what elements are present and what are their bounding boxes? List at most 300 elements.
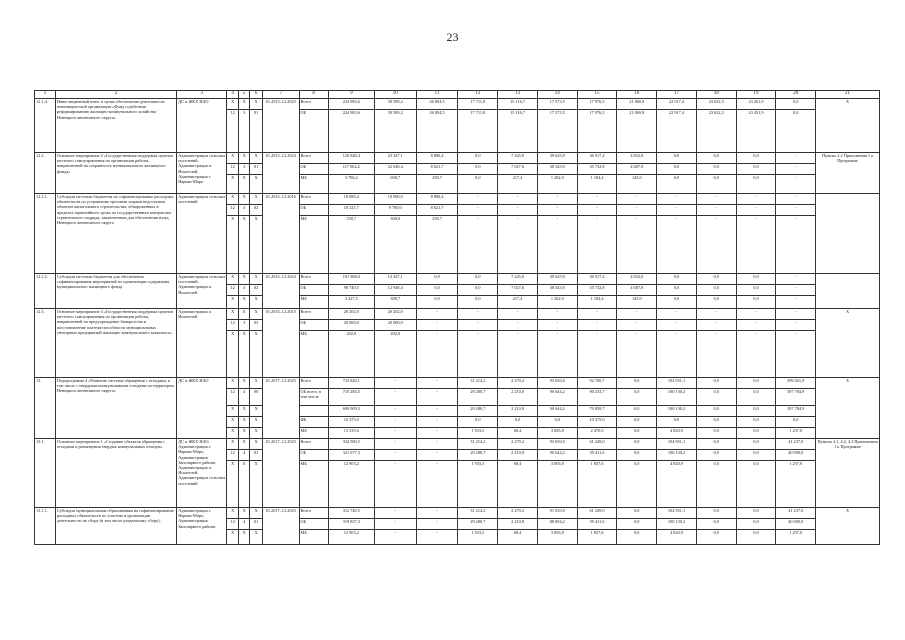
row-title: Субсидии местным бюджетам для обеспечения софинансирования мероприятий по организации содержания муниципального жилищного фонда bbox=[55, 274, 176, 309]
amount-cell: 0,0 bbox=[617, 519, 657, 530]
amount-cell: - bbox=[416, 450, 458, 461]
code-cell: X bbox=[238, 274, 250, 285]
amount-cell: 104 951,1 bbox=[657, 439, 697, 450]
code-cell: X bbox=[250, 216, 263, 274]
amount-cell: 21 069,8 bbox=[617, 110, 657, 153]
amount-cell: 2 470,0 bbox=[577, 428, 617, 439]
amount-cell: 312 740,5 bbox=[328, 508, 374, 519]
amount-cell: 68,4 bbox=[498, 461, 538, 508]
amount-cell: 0,0 bbox=[696, 439, 736, 450]
amount-cell: 145,0 bbox=[617, 296, 657, 309]
table-row bbox=[35, 99, 880, 110]
amount-cell: 40 000,0 bbox=[776, 450, 816, 461]
code-cell: X bbox=[238, 175, 250, 194]
table-row bbox=[35, 274, 880, 285]
amount-cell: 399 021,9 bbox=[776, 378, 816, 389]
code-cell: 3 bbox=[238, 205, 250, 216]
amount-cell: - bbox=[617, 309, 657, 320]
amount-cell: 0,0 bbox=[657, 175, 697, 194]
funding-source: МБ bbox=[299, 461, 328, 508]
amount-cell: 8 621,7 bbox=[416, 205, 458, 216]
code-cell: X bbox=[250, 309, 263, 320]
amount-cell: 90 644,2 bbox=[537, 389, 577, 406]
amount-cell: 0,0 bbox=[736, 508, 776, 519]
table-row bbox=[35, 378, 880, 389]
amount-cell: 0,0 bbox=[696, 153, 736, 164]
amount-cell: - bbox=[537, 331, 577, 378]
amount-cell: 0,0 bbox=[736, 285, 776, 296]
code-cell: X bbox=[227, 175, 239, 194]
amount-cell: 1 237,0 bbox=[776, 530, 816, 545]
amount-cell: - bbox=[498, 331, 538, 378]
amount-cell: 38 343,9 bbox=[537, 285, 577, 296]
amount-cell: 18 880,4 bbox=[328, 194, 374, 205]
code-cell: 12 bbox=[227, 205, 239, 216]
code-cell: X bbox=[227, 309, 239, 320]
amount-cell: 0,0 bbox=[696, 417, 736, 428]
amount-cell: 0,0 bbox=[416, 296, 458, 309]
amount-cell: 319 837,3 bbox=[328, 519, 374, 530]
amount-cell: - bbox=[416, 519, 458, 530]
code-cell: 12 bbox=[227, 450, 239, 461]
amount-cell: 1 837,6 bbox=[577, 530, 617, 545]
code-cell: X bbox=[227, 296, 239, 309]
amount-cell: - bbox=[696, 194, 736, 205]
amount-cell: 104 951,1 bbox=[657, 508, 697, 519]
amount-cell: - bbox=[374, 439, 416, 450]
funding-source: МБ bbox=[299, 175, 328, 194]
funding-source: Всего bbox=[299, 153, 328, 164]
amount-cell: 1 933,5 bbox=[458, 461, 498, 508]
column-header: 13 bbox=[498, 91, 538, 99]
amount-cell: - bbox=[696, 331, 736, 378]
amount-cell: 39 625,9 bbox=[537, 153, 577, 164]
amount-cell: 0,0 bbox=[617, 450, 657, 461]
amount-cell: - bbox=[736, 205, 776, 216]
code-cell: X bbox=[250, 153, 263, 164]
funding-source: Всего bbox=[299, 194, 328, 205]
amount-cell: - bbox=[374, 508, 416, 519]
column-header: 8 bbox=[299, 91, 328, 99]
funding-source: МБ bbox=[299, 216, 328, 274]
amount-cell: 2 210,8 bbox=[498, 389, 538, 406]
column-header: 9 bbox=[328, 91, 374, 99]
code-cell: X bbox=[227, 331, 239, 378]
amount-cell: 22 917,4 bbox=[657, 99, 697, 110]
code-cell: X bbox=[238, 331, 250, 378]
amount-cell: 0,0 bbox=[696, 285, 736, 296]
amount-cell: - bbox=[736, 194, 776, 205]
amount-cell: 0,0 bbox=[736, 530, 776, 545]
amount-cell: 698,7 bbox=[374, 175, 416, 194]
amount-cell: 397 784,9 bbox=[776, 406, 816, 417]
amount-cell: 20 000,0 bbox=[328, 320, 374, 331]
amount-cell: 0,0 bbox=[736, 450, 776, 461]
amount-cell: - bbox=[736, 309, 776, 320]
amount-cell: 217,4 bbox=[498, 296, 538, 309]
row-number: 13.1.1. bbox=[35, 508, 56, 545]
amount-cell: 8 880,4 bbox=[416, 153, 458, 164]
amount-cell: 1 237,0 bbox=[776, 461, 816, 508]
code-cell: X bbox=[238, 296, 250, 309]
row-executor: Администрации сельских поселений, Администрация п. Искателей bbox=[177, 274, 227, 309]
amount-cell: 0,0 bbox=[696, 519, 736, 530]
amount-cell: 0,0 bbox=[736, 296, 776, 309]
amount-cell: - bbox=[458, 320, 498, 331]
amount-cell: 0,0 bbox=[776, 110, 816, 153]
amount-cell: - bbox=[617, 216, 657, 274]
amount-cell: 0,0 bbox=[617, 406, 657, 417]
code-cell: X bbox=[227, 274, 239, 285]
table-row bbox=[35, 439, 880, 450]
amount-cell: - bbox=[374, 519, 416, 530]
amount-cell: 20 202,0 bbox=[328, 309, 374, 320]
row-title: Основное мероприятие 1 «Создание объектов обращения с отходами и размещения твердых коммунальных отходов» bbox=[55, 439, 176, 508]
amount-cell: - bbox=[374, 530, 416, 545]
amount-cell: 0,0 bbox=[776, 99, 816, 110]
amount-cell: - bbox=[696, 320, 736, 331]
amount-cell: 0,0 bbox=[458, 285, 498, 296]
code-cell: X bbox=[227, 508, 239, 519]
amount-cell: - bbox=[776, 274, 816, 285]
code-cell: X bbox=[238, 461, 250, 508]
amount-cell: 36 917,2 bbox=[577, 274, 617, 285]
code-cell: X bbox=[227, 417, 239, 428]
amount-cell: 0,0 bbox=[736, 406, 776, 417]
code-cell: 4 bbox=[238, 389, 250, 406]
amount-cell: 0,0 bbox=[696, 175, 736, 194]
amount-cell: - bbox=[736, 216, 776, 274]
funding-source: Всего bbox=[299, 274, 328, 285]
funding-source: МБ bbox=[299, 530, 328, 545]
column-header: 2 bbox=[55, 91, 176, 99]
code-cell: X bbox=[250, 175, 263, 194]
amount-cell: 7 245,0 bbox=[498, 274, 538, 285]
amount-cell: - bbox=[577, 216, 617, 274]
amount-cell: - bbox=[776, 296, 816, 309]
amount-cell: 29 280,7 bbox=[458, 519, 498, 530]
code-cell: 12 bbox=[227, 519, 239, 530]
amount-cell: 0,0 bbox=[657, 274, 697, 285]
funding-source bbox=[299, 406, 328, 417]
amount-cell: 0,0 bbox=[458, 164, 498, 175]
amount-cell: 0,0 bbox=[458, 274, 498, 285]
amount-cell: 0,0 bbox=[736, 274, 776, 285]
row-executor: ДС и ЖКХ НАО bbox=[177, 378, 227, 439]
amount-cell: 61 249,0 bbox=[577, 439, 617, 450]
amount-cell: 18 321,7 bbox=[328, 205, 374, 216]
amount-cell: 88 804,2 bbox=[537, 519, 577, 530]
code-cell: X bbox=[238, 194, 250, 205]
funding-source: Всего bbox=[299, 378, 328, 389]
amount-cell: 29 280,7 bbox=[458, 389, 498, 406]
code-cell: X bbox=[250, 428, 263, 439]
amount-cell: 0,0 bbox=[416, 274, 458, 285]
amount-cell: 4 832,8 bbox=[617, 153, 657, 164]
amount-cell: - bbox=[537, 320, 577, 331]
program-funding-table bbox=[34, 90, 880, 545]
table-row bbox=[35, 194, 880, 205]
column-header: 20 bbox=[776, 91, 816, 99]
column-header: 18 bbox=[696, 91, 736, 99]
amount-cell: 0,0 bbox=[696, 378, 736, 389]
amount-cell: 8 621,7 bbox=[416, 164, 458, 175]
code-cell: X bbox=[250, 194, 263, 205]
column-header: 14 bbox=[537, 91, 577, 99]
amount-cell: 258,7 bbox=[416, 175, 458, 194]
amount-cell: 0,0 bbox=[696, 508, 736, 519]
amount-cell: 21 069,8 bbox=[617, 99, 657, 110]
amount-cell: 36 917,2 bbox=[577, 153, 617, 164]
amount-cell: - bbox=[696, 205, 736, 216]
amount-cell: 0,0 bbox=[736, 461, 776, 508]
amount-cell: - bbox=[577, 320, 617, 331]
code-cell: X bbox=[250, 406, 263, 417]
amount-cell: - bbox=[617, 205, 657, 216]
amount-cell: - bbox=[617, 331, 657, 378]
row-number: 12.2.1. bbox=[35, 194, 56, 274]
funding-source: Всего bbox=[299, 309, 328, 320]
amount-cell: - bbox=[416, 508, 458, 519]
amount-cell: 1 282,0 bbox=[537, 175, 577, 194]
amount-cell: 0,0 bbox=[458, 296, 498, 309]
amount-cell: 59 411,6 bbox=[577, 450, 617, 461]
amount-cell: 92 700,7 bbox=[577, 378, 617, 389]
amount-cell: 224 983,6 bbox=[328, 110, 374, 153]
code-cell: X bbox=[227, 530, 239, 545]
amount-cell: 31 214,2 bbox=[458, 439, 498, 450]
amount-cell: - bbox=[537, 216, 577, 274]
amount-cell: - bbox=[577, 309, 617, 320]
amount-cell: - bbox=[776, 320, 816, 331]
amount-cell: 0,0 bbox=[696, 389, 736, 406]
amount-cell: 0,0 bbox=[736, 417, 776, 428]
code-cell: 12 bbox=[227, 389, 239, 406]
code-cell: X bbox=[250, 378, 263, 389]
column-header: 10 bbox=[374, 91, 416, 99]
amount-cell: - bbox=[657, 205, 697, 216]
amount-cell: 120 848,4 bbox=[328, 153, 374, 164]
row-period: 01.2015–12.2025 bbox=[262, 99, 299, 153]
amount-cell: - bbox=[776, 216, 816, 274]
amount-cell: 7 027,6 bbox=[498, 164, 538, 175]
amount-cell: 79 858,7 bbox=[577, 406, 617, 417]
amount-cell: 68,4 bbox=[498, 428, 538, 439]
amount-cell: 39 625,9 bbox=[537, 274, 577, 285]
funding-source: ОБ bbox=[299, 519, 328, 530]
code-cell: X bbox=[250, 439, 263, 450]
amount-cell: 0,0 bbox=[617, 530, 657, 545]
row-executor: ДС и ЖКХ НАО, Администрация г. Нарьян-Мара, Администрация Заполярного района, Администрация п. Искателей, Администрации сельских поселений bbox=[177, 439, 227, 508]
amount-cell: 17 573,5 bbox=[537, 110, 577, 153]
row-period: 01.2017–12.2025 bbox=[262, 508, 299, 545]
table-row bbox=[35, 153, 880, 164]
amount-cell: 90 644,2 bbox=[537, 450, 577, 461]
amount-cell: - bbox=[736, 320, 776, 331]
code-cell: 02 bbox=[250, 205, 263, 216]
amount-cell: 0,0 bbox=[657, 296, 697, 309]
amount-cell: - bbox=[537, 194, 577, 205]
amount-cell: 29 280,7 bbox=[458, 450, 498, 461]
amount-cell: 0,0 bbox=[736, 164, 776, 175]
funding-source: ОБ bbox=[299, 205, 328, 216]
amount-cell: 93 650,0 bbox=[537, 378, 577, 389]
amount-cell: - bbox=[736, 331, 776, 378]
column-header: 15 bbox=[577, 91, 617, 99]
amount-cell: - bbox=[498, 309, 538, 320]
code-cell: X bbox=[238, 428, 250, 439]
amount-cell: 1 933,5 bbox=[458, 530, 498, 545]
amount-cell: 398,7 bbox=[374, 296, 416, 309]
code-cell: X bbox=[238, 99, 250, 110]
amount-cell: - bbox=[696, 309, 736, 320]
amount-cell: - bbox=[416, 320, 458, 331]
row-note: X bbox=[816, 99, 880, 153]
column-header: 21 bbox=[816, 91, 880, 99]
funding-source: ОБ bbox=[299, 110, 328, 153]
row-title: Субсидии местным бюджетам на софинансирование расходных обязательств по устранению третьими лицами недостатков объектов капитального строительства, обнаруженных в пределах гарантийного срока по государственным контрактам строительного подряда, заключенным для обеспечения нужд Ненецкого автономного округа bbox=[55, 194, 176, 274]
amount-cell: 334 580,5 bbox=[328, 439, 374, 450]
amount-cell: - bbox=[458, 331, 498, 378]
amount-cell: 224 983,6 bbox=[328, 99, 374, 110]
funding-source: Всего bbox=[299, 439, 328, 450]
table-row bbox=[35, 309, 880, 320]
amount-cell: 1 282,0 bbox=[537, 296, 577, 309]
row-note bbox=[816, 194, 880, 274]
amount-cell: 2 210,8 bbox=[498, 519, 538, 530]
code-cell: X bbox=[238, 153, 250, 164]
amount-cell: 1 184,4 bbox=[577, 175, 617, 194]
code-cell: 00 bbox=[250, 389, 263, 406]
code-cell: X bbox=[227, 216, 239, 274]
amount-cell: 31 214,2 bbox=[458, 508, 498, 519]
funding-source: Всего bbox=[299, 99, 328, 110]
amount-cell: 20 202,0 bbox=[374, 309, 416, 320]
amount-cell: 0,0 bbox=[696, 274, 736, 285]
amount-cell: 59 411,6 bbox=[577, 519, 617, 530]
amount-cell: 0,0 bbox=[458, 153, 498, 164]
amount-cell: - bbox=[776, 175, 816, 194]
column-header: 1 bbox=[35, 91, 56, 99]
row-note: Пункты 2.2 Приложения 1 к Программе bbox=[816, 153, 880, 194]
amount-cell: 0,0 bbox=[696, 461, 736, 508]
table-row bbox=[35, 508, 880, 519]
amount-cell: 98 740,5 bbox=[328, 285, 374, 296]
amount-cell: 0,0 bbox=[696, 428, 736, 439]
header-row bbox=[35, 91, 880, 99]
code-cell: 3 bbox=[238, 110, 250, 153]
funding-source: Всего bbox=[299, 508, 328, 519]
amount-cell: - bbox=[776, 205, 816, 216]
amount-cell: 13 535,6 bbox=[328, 428, 374, 439]
amount-cell: - bbox=[416, 406, 458, 417]
code-cell: X bbox=[238, 530, 250, 545]
column-header: 19 bbox=[736, 91, 776, 99]
amount-cell: 100 130,2 bbox=[657, 519, 697, 530]
amount-cell: - bbox=[374, 389, 416, 406]
amount-cell: - bbox=[498, 320, 538, 331]
amount-cell: 26 894,5 bbox=[416, 110, 458, 153]
code-cell: X bbox=[250, 508, 263, 519]
amount-cell: - bbox=[617, 194, 657, 205]
code-cell: 3 bbox=[238, 285, 250, 296]
amount-cell: 699 909,5 bbox=[328, 406, 374, 417]
amount-cell: 22 917,4 bbox=[657, 110, 697, 153]
row-number: 12.2.2. bbox=[35, 274, 56, 309]
funding-source: ОБ bbox=[299, 285, 328, 296]
amount-cell: - bbox=[416, 389, 458, 406]
amount-cell: 4 687,8 bbox=[617, 285, 657, 296]
funding-source: ОБ всего, в том числе bbox=[299, 389, 328, 406]
amount-cell: 23 347,1 bbox=[374, 153, 416, 164]
amount-cell: 0,0 bbox=[537, 417, 577, 428]
funding-source: ОБ bbox=[299, 450, 328, 461]
amount-cell: 100 130,2 bbox=[657, 450, 697, 461]
row-executor: Администрация п. Искателей bbox=[177, 309, 227, 378]
code-cell: X bbox=[238, 508, 250, 519]
amount-cell: - bbox=[696, 216, 736, 274]
amount-cell: 397 784,9 bbox=[776, 389, 816, 406]
amount-cell: 1 837,6 bbox=[577, 461, 617, 508]
code-cell: 12 bbox=[227, 285, 239, 296]
amount-cell: 23 652,3 bbox=[696, 99, 736, 110]
row-period: 01.2015–12.2024 bbox=[262, 153, 299, 194]
amount-cell: 10 000,0 bbox=[374, 194, 416, 205]
amount-cell: 0,0 bbox=[736, 439, 776, 450]
code-cell: X bbox=[238, 216, 250, 274]
amount-cell: 7 245,0 bbox=[498, 153, 538, 164]
amount-cell: - bbox=[458, 194, 498, 205]
row-period: 01.2015–12.2015 bbox=[262, 309, 299, 378]
amount-cell: - bbox=[617, 320, 657, 331]
amount-cell: - bbox=[416, 331, 458, 378]
amount-cell: 0,0 bbox=[617, 508, 657, 519]
code-cell: 12 bbox=[227, 110, 239, 153]
row-note: X bbox=[816, 378, 880, 439]
row-note: X bbox=[816, 309, 880, 378]
code-cell: X bbox=[250, 274, 263, 285]
amount-cell: 40 000,0 bbox=[776, 519, 816, 530]
column-header: 11 bbox=[416, 91, 458, 99]
amount-cell: 0,0 bbox=[696, 530, 736, 545]
amount-cell: 3 227,5 bbox=[328, 296, 374, 309]
amount-cell: 202,0 bbox=[328, 331, 374, 378]
row-number: 12.2. bbox=[35, 153, 56, 194]
amount-cell: 17 711,8 bbox=[458, 99, 498, 110]
amount-cell: 1 933,5 bbox=[458, 428, 498, 439]
code-cell: X bbox=[227, 194, 239, 205]
amount-cell: - bbox=[776, 164, 816, 175]
funding-source: ОБ bbox=[299, 320, 328, 331]
amount-cell: - bbox=[416, 378, 458, 389]
amount-cell: - bbox=[657, 309, 697, 320]
amount-cell: 17 573,5 bbox=[537, 99, 577, 110]
row-number: 13.1. bbox=[35, 439, 56, 508]
amount-cell: 15 116,7 bbox=[498, 99, 538, 110]
code-cell: X bbox=[227, 439, 239, 450]
amount-cell: 61 249,0 bbox=[577, 508, 617, 519]
amount-cell: 0,0 bbox=[617, 461, 657, 508]
amount-cell: 0,0 bbox=[458, 417, 498, 428]
column-header: 5 bbox=[238, 91, 250, 99]
amount-cell: 0,0 bbox=[657, 417, 697, 428]
amount-cell: 20 000,0 bbox=[374, 320, 416, 331]
code-cell: 4 bbox=[238, 519, 250, 530]
amount-cell: 12 903,2 bbox=[328, 461, 374, 508]
amount-cell: 258,7 bbox=[416, 216, 458, 274]
column-header: 4 bbox=[227, 91, 239, 99]
row-title: Подпрограмма 4 «Развитие системы обращения с отходами, в том числе с твердыми коммунальными отходами на территории Ненецкого автономного округа» bbox=[55, 378, 176, 439]
